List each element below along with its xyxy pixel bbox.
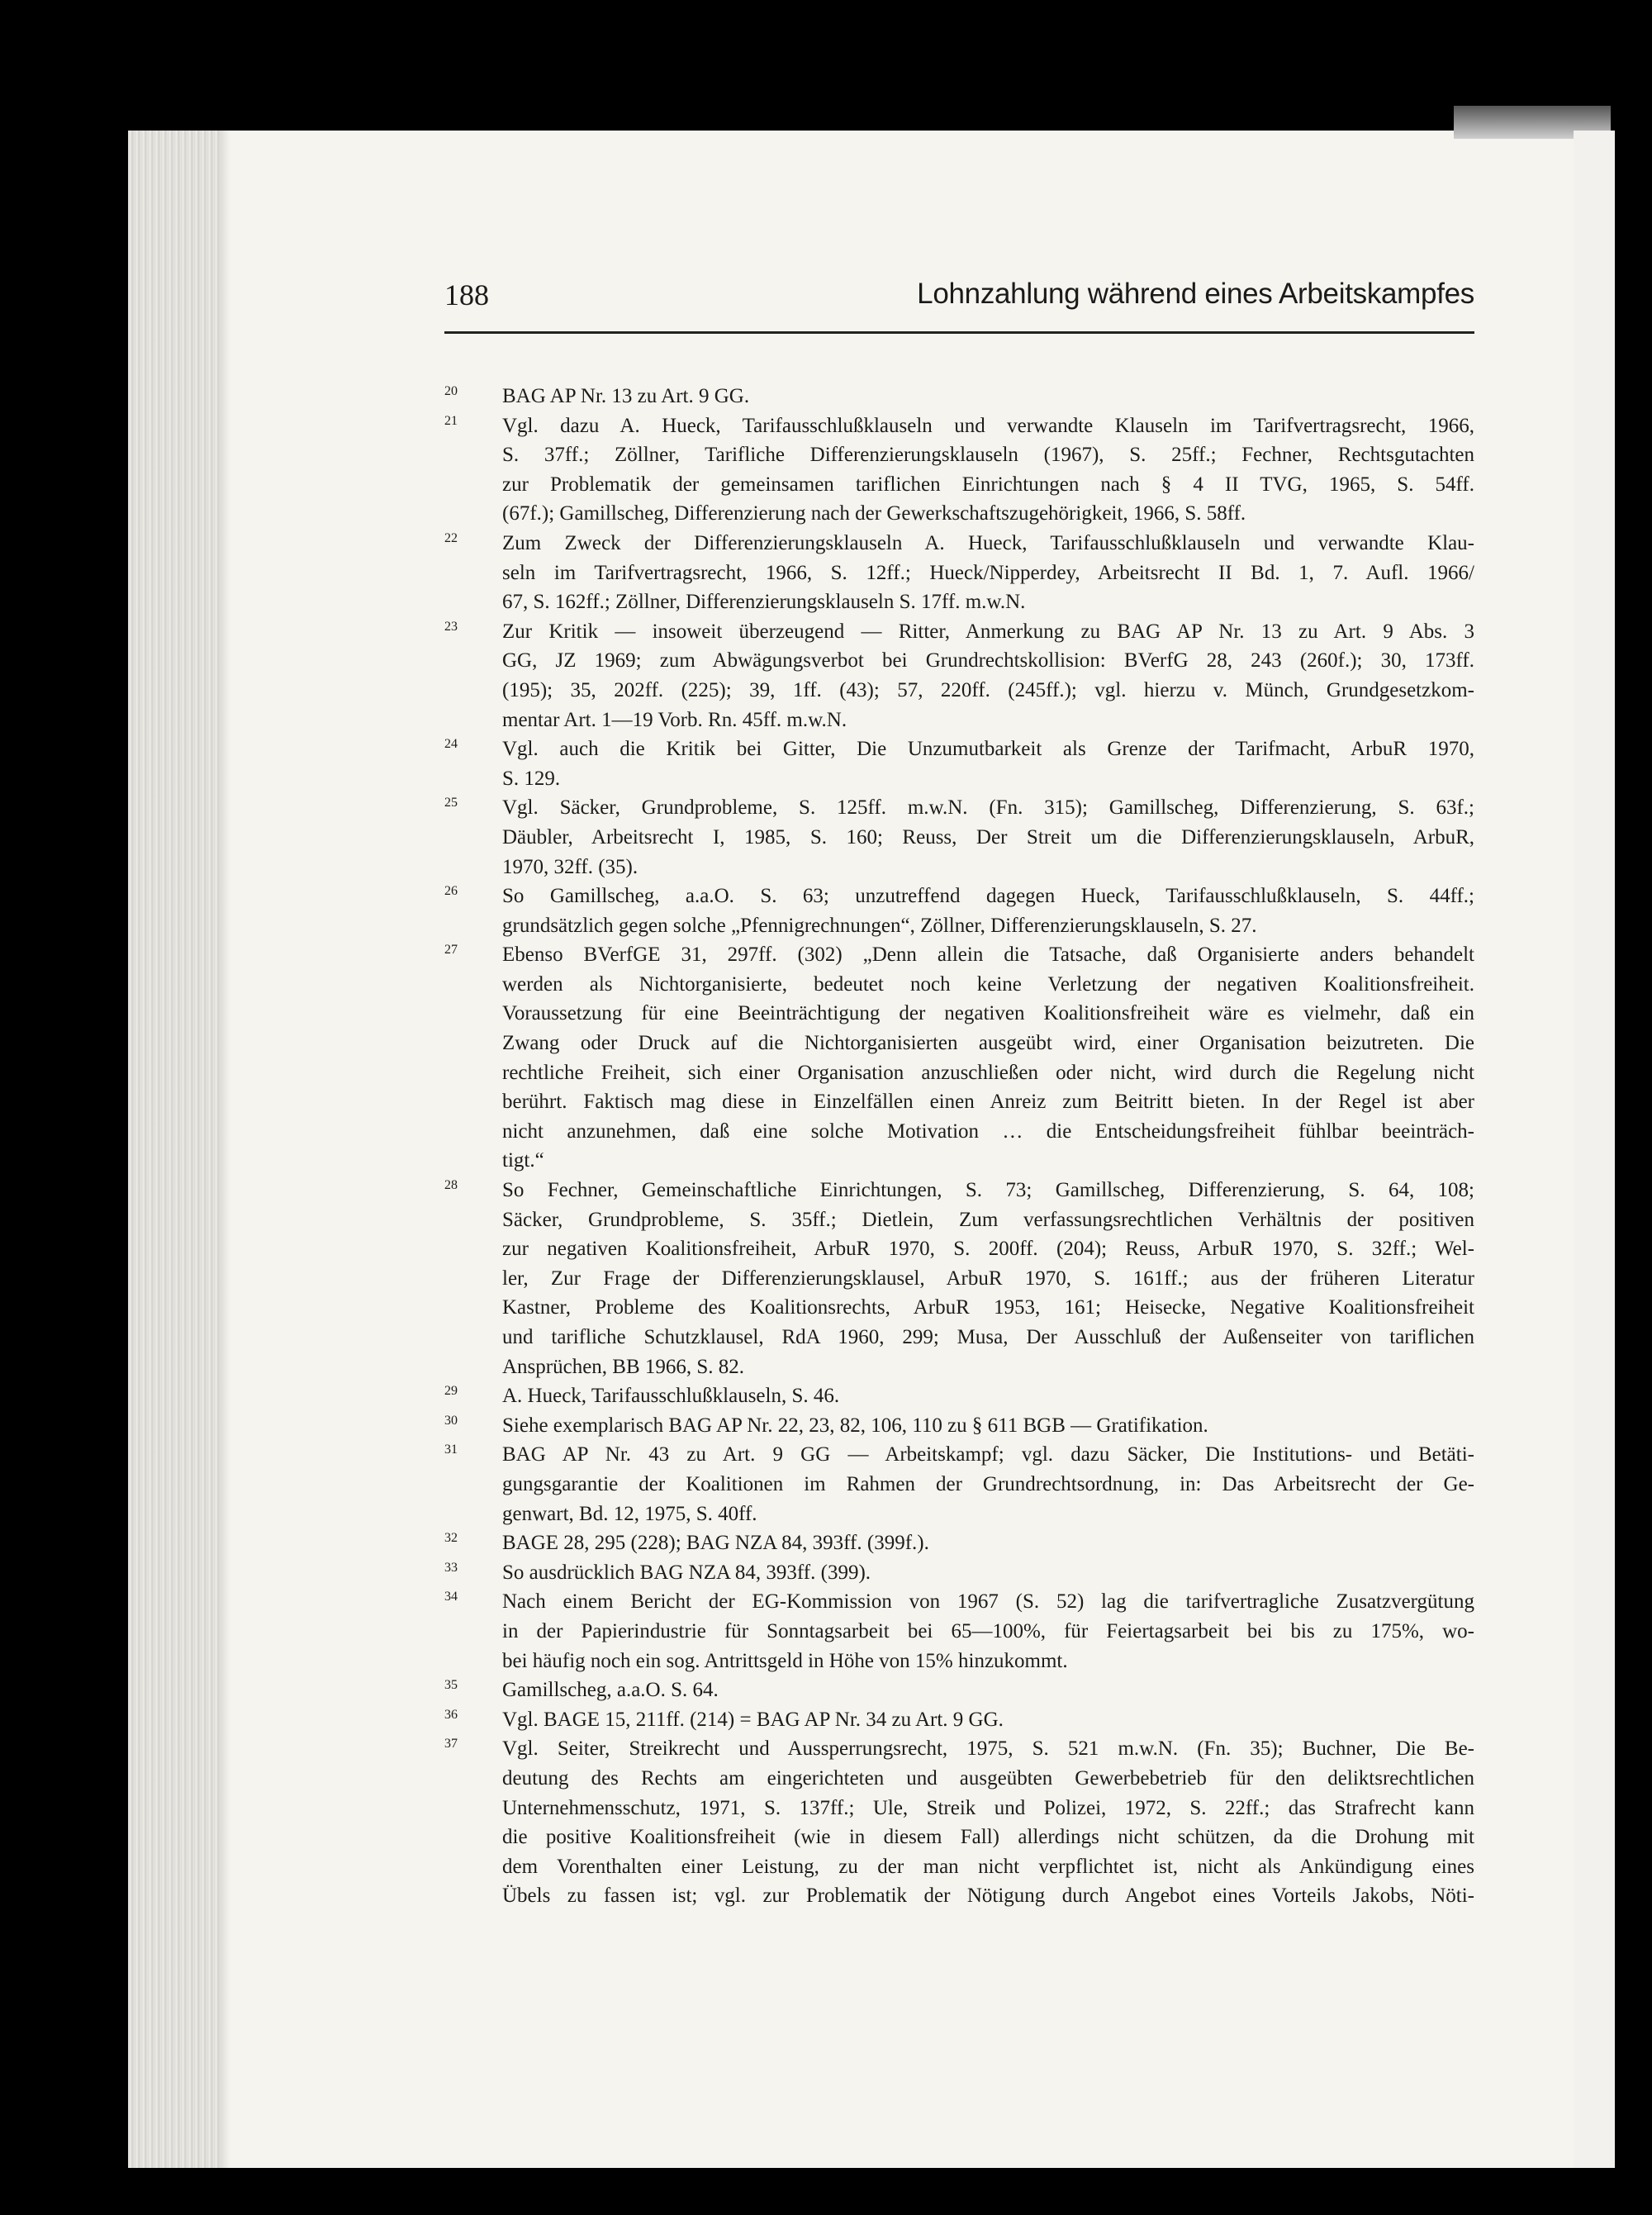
footnote-number: 21	[444, 413, 458, 428]
footnote-number: 26	[444, 884, 458, 899]
footnote-line: Zum Zweck der Differenzierungsklauseln A. Hueck, Tarifausschlußklauseln und verwandte Klau-	[502, 531, 1474, 554]
footnote-line: Vgl. Seiter, Streikrecht und Aussperrungsrecht, 1975, S. 521 m.w.N. (Fn. 35); Buchner, Die Be-	[502, 1737, 1474, 1761]
footnote-number: 35	[444, 1678, 458, 1693]
footnote	[444, 734, 1474, 793]
running-title: Lohnzahlung während eines Arbeitskampfes	[917, 278, 1474, 310]
footnote-line: mentar Art. 1—19 Vorb. Rn. 45ff. m.w.N.	[502, 708, 847, 731]
footnote	[444, 1587, 1474, 1676]
footnote-line: Ebenso BVerfGE 31, 297ff. (302) „Denn allein die Tatsache, daß Organisierte anders behandelt	[502, 944, 1474, 967]
footnote	[444, 382, 1474, 411]
footnote-line: werden als Nichtorganisierte, bedeutet noch keine Verletzung der negativen Koalitionsfreiheit.	[502, 972, 1474, 996]
running-header	[444, 278, 1474, 314]
footnote	[444, 1528, 1474, 1558]
footnote-line: ler, Zur Frage der Differenzierungsklausel, ArbuR 1970, S. 161ff.; aus der früheren Literatur	[502, 1267, 1474, 1290]
footnote-number: 37	[444, 1737, 458, 1752]
footnote-line: Ansprüchen, BB 1966, S. 82.	[502, 1355, 745, 1378]
footnote-number: 29	[444, 1384, 458, 1399]
footnote-line: rechtliche Freiheit, sich einer Organisation anzuschließen oder nicht, wird durch die Regelung nicht	[502, 1061, 1474, 1084]
footnote-line: A. Hueck, Tarifausschlußklauseln, S. 46.	[502, 1385, 840, 1408]
footnote-number: 20	[444, 384, 458, 398]
footnote-number: 30	[444, 1413, 458, 1428]
page-stack-edges	[128, 131, 219, 2168]
footnote	[444, 882, 1474, 940]
footnote-number: 23	[444, 619, 458, 634]
footnote	[444, 617, 1474, 734]
footnote	[444, 793, 1474, 882]
footnote-line: tigt.“	[502, 1149, 544, 1172]
footnote-line: berührt. Faktisch mag diese in Einzelfällen einen Anreiz zum Beitritt bieten. In der Regel ist aber	[502, 1091, 1474, 1114]
footnote-number: 31	[444, 1443, 458, 1457]
footnote-line: seln im Tarifvertragsrecht, 1966, S. 12ff.; Hueck/Nipperdey, Arbeitsrecht II Bd. 1, 7. Aufl. 1966/	[502, 561, 1474, 584]
footnotes	[444, 382, 1474, 1911]
footnote-line: dem Vorenthalten einer Leistung, zu der man nicht verpflichtet ist, nicht als Ankündigung eines	[502, 1855, 1474, 1878]
footnote	[444, 411, 1474, 529]
footnote-line: zur negativen Koalitionsfreiheit, ArbuR 1970, S. 200ff. (204); Reuss, ArbuR 1970, S. 32ff.; Wel-	[502, 1238, 1474, 1261]
footnote-line: Vgl. dazu A. Hueck, Tarifausschlußklauseln und verwandte Klauseln im Tarifvertragsrecht, 1966,	[502, 414, 1474, 437]
footnote-line: (67f.); Gamillscheg, Differenzierung nach der Gewerkschaftszugehörigkeit, 1966, S. 58ff.	[502, 502, 1246, 525]
footnote-line: So Fechner, Gemeinschaftliche Einrichtungen, S. 73; Gamillscheg, Differenzierung, S. 64, 108;	[502, 1179, 1474, 1202]
footnote-number: 25	[444, 796, 458, 810]
footnote-line: Vgl. Säcker, Grundprobleme, S. 125ff. m.w.N. (Fn. 315); Gamillscheg, Differenzierung, S. 63f.;	[502, 796, 1474, 820]
footnote-line: So Gamillscheg, a.a.O. S. 63; unzutreffend dagegen Hueck, Tarifausschlußklauseln, S. 44ff.;	[502, 885, 1474, 908]
footnote-line: zur Problematik der gemeinsamen tariflichen Einrichtungen nach § 4 II TVG, 1965, S. 54ff.	[502, 473, 1474, 496]
footnote-line: grundsätzlich gegen solche „Pfennigrechnungen“, Zöllner, Differenzierungsklauseln, S. 27.	[502, 914, 1257, 937]
footnote	[444, 940, 1474, 1176]
footnote-line: deutung des Rechts am eingerichteten und ausgeübten Gewerbebetrieb für den deliktsrechtlichen	[502, 1766, 1474, 1790]
footnote	[444, 1676, 1474, 1705]
footnote	[444, 1734, 1474, 1911]
footnote-line: Zwang oder Druck auf die Nichtorganisierten ausgeübt wird, einer Organisation beizutreten. Die	[502, 1032, 1474, 1055]
header-rule	[444, 331, 1474, 334]
footnote-line: gungsgarantie der Koalitionen im Rahmen der Grundrechtsordnung, in: Das Arbeitsrecht der Ge-	[502, 1472, 1474, 1495]
footnote	[444, 1381, 1474, 1411]
footnote-line: genwart, Bd. 12, 1975, S. 40ff.	[502, 1502, 757, 1525]
footnote	[444, 529, 1474, 617]
footnote-line: in der Papierindustrie für Sonntagsarbeit bei 65—100%, für Feiertagsarbeit bei bis zu 175%, wo-	[502, 1619, 1474, 1642]
footnote-number: 22	[444, 530, 458, 545]
footnote-number: 34	[444, 1590, 458, 1604]
footnote-line: Gamillscheg, a.a.O. S. 64.	[502, 1679, 719, 1702]
footnote-line: Siehe exemplarisch BAG AP Nr. 22, 23, 82, 106, 110 zu § 611 BGB — Gratifikation.	[502, 1414, 1208, 1437]
footnote-line: und tarifliche Schutzklausel, RdA 1960, 299; Musa, Der Ausschluß der Außenseiter von tariflichen	[502, 1326, 1474, 1348]
footnote-line: Zur Kritik — insoweit überzeugend — Ritter, Anmerkung zu BAG AP Nr. 13 zu Art. 9 Abs. 3	[502, 620, 1474, 643]
footnote-line: S. 37ff.; Zöllner, Tarifliche Differenzierungsklauseln (1967), S. 25ff.; Fechner, Rechtsgutachten	[502, 444, 1474, 467]
page-gutter-shadow	[219, 131, 230, 2168]
footnote-number: 28	[444, 1178, 458, 1193]
footnote-line: GG, JZ 1969; zum Abwägungsverbot bei Grundrechtskollision: BVerfG 28, 243 (260f.); 30, 173ff.	[502, 649, 1474, 673]
footnote-line: BAG AP Nr. 43 zu Art. 9 GG — Arbeitskampf; vgl. dazu Säcker, Die Institutions- und Betäti-	[502, 1443, 1474, 1466]
page-number: 188	[444, 278, 489, 311]
footnote-line: 1970, 32ff. (35).	[502, 855, 638, 878]
footnote-line: Unternehmensschutz, 1971, S. 137ff.; Ule, Streik und Polizei, 1972, S. 22ff.; das Strafrecht kann	[502, 1796, 1474, 1819]
footnote-line: Voraussetzung für eine Beeinträchtigung der negativen Koalitionsfreiheit wäre es vielmehr, daß ein	[502, 1002, 1474, 1025]
footnote-number: 24	[444, 737, 458, 752]
footnote-line: S. 129.	[502, 767, 561, 790]
footnote	[444, 1440, 1474, 1528]
footnote-line: BAGE 28, 295 (228); BAG NZA 84, 393ff. (399f.).	[502, 1532, 929, 1555]
footnote-line: Vgl. BAGE 15, 211ff. (214) = BAG AP Nr. 34 zu Art. 9 GG.	[502, 1708, 1004, 1731]
footnote-number: 32	[444, 1531, 458, 1546]
footnote-line: 67, S. 162ff.; Zöllner, Differenzierungsklauseln S. 17ff. m.w.N.	[502, 591, 1026, 614]
footnote	[444, 1411, 1474, 1441]
footnote-line: BAG AP Nr. 13 zu Art. 9 GG.	[502, 385, 750, 407]
footnote-line: Übels zu fassen ist; vgl. zur Problematik der Nötigung durch Angebot eines Vorteils Jakobs, Nöti-	[502, 1885, 1474, 1908]
footnote-line: So ausdrücklich BAG NZA 84, 393ff. (399).	[502, 1561, 871, 1584]
footnote-line: Kastner, Probleme des Koalitionsrechts, ArbuR 1953, 161; Heisecke, Negative Koalitionsfreiheit	[502, 1296, 1474, 1319]
footnote-number: 33	[444, 1560, 458, 1575]
footnote-number: 27	[444, 943, 458, 958]
footnote-number: 36	[444, 1707, 458, 1722]
footnote-line: Vgl. auch die Kritik bei Gitter, Die Unzumutbarkeit als Grenze der Tarifmacht, ArbuR 1970,	[502, 738, 1474, 761]
footnote	[444, 1558, 1474, 1588]
adjacent-page-edge	[1574, 131, 1615, 2168]
footnote-line: Säcker, Grundprobleme, S. 35ff.; Dietlein, Zum verfassungsrechtlichen Verhältnis der positiven	[502, 1208, 1474, 1231]
footnote-line: (195); 35, 202ff. (225); 39, 1ff. (43); 57, 220ff. (245ff.); vgl. hierzu v. Münch, Grundgesetzkom-	[502, 678, 1474, 701]
footnote	[444, 1176, 1474, 1381]
footnote-line: die positive Koalitionsfreiheit (wie in diesem Fall) allerdings nicht schützen, da die Drohung mit	[502, 1826, 1474, 1849]
footnote-line: Däubler, Arbeitsrecht I, 1985, S. 160; Reuss, Der Streit um die Differenzierungsklauseln, ArbuR,	[502, 825, 1474, 848]
footnote-line: bei häufig noch ein sog. Antrittsgeld in Höhe von 15% hinzukommt.	[502, 1649, 1068, 1672]
footnote-line: Nach einem Bericht der EG-Kommission von 1967 (S. 52) lag die tarifvertragliche Zusatzvergütung	[502, 1590, 1474, 1614]
footnote	[444, 1705, 1474, 1735]
footnote-line: nicht anzunehmen, daß eine solche Motivation … die Entscheidungsfreiheit fühlbar beeinträch-	[502, 1119, 1474, 1143]
